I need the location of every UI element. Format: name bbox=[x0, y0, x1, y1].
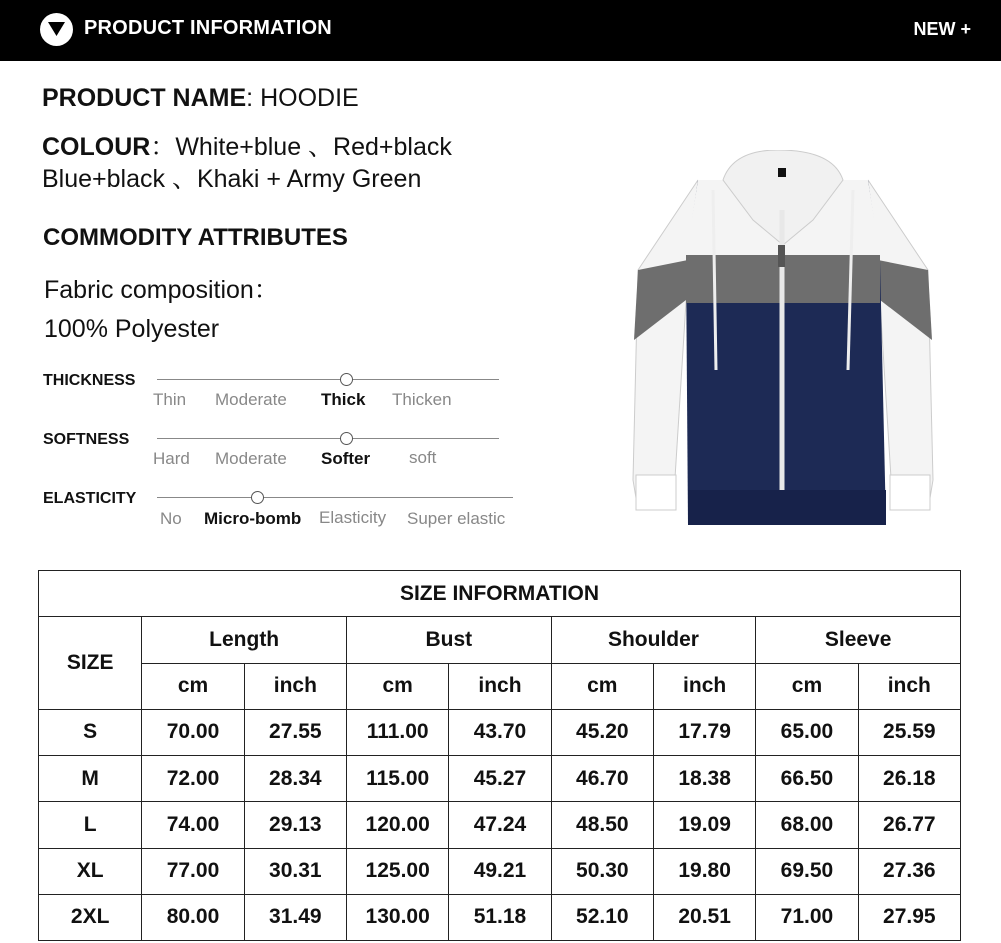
group-header: Shoulder bbox=[551, 617, 756, 663]
value-cell: 17.79 bbox=[653, 709, 755, 755]
value-cell: 25.59 bbox=[858, 709, 960, 755]
scale-knob bbox=[251, 491, 264, 504]
scale-option: Moderate bbox=[215, 390, 287, 409]
scale-track bbox=[157, 438, 499, 439]
product-colour bbox=[42, 131, 452, 195]
value-cell: 50.30 bbox=[551, 848, 653, 894]
table-row bbox=[39, 848, 961, 894]
unit-header: inch bbox=[244, 663, 346, 709]
value-cell: 71.00 bbox=[756, 894, 858, 940]
scale-option: soft bbox=[409, 448, 437, 467]
unit-header: cm bbox=[756, 663, 858, 709]
value-cell: 28.34 bbox=[244, 756, 346, 802]
value-cell: 45.27 bbox=[449, 756, 551, 802]
scale-name: SOFTNESS bbox=[43, 431, 130, 448]
value-cell: 43.70 bbox=[449, 709, 551, 755]
hoodie-image bbox=[628, 150, 938, 530]
new-label: NEW + bbox=[913, 19, 971, 39]
chevron-down-icon bbox=[40, 13, 73, 46]
value-cell: 52.10 bbox=[551, 894, 653, 940]
value-cell: 45.20 bbox=[551, 709, 653, 755]
table-row bbox=[39, 756, 961, 802]
value-cell: 69.50 bbox=[756, 848, 858, 894]
fabric-composition bbox=[44, 271, 279, 349]
value-cell: 65.00 bbox=[756, 709, 858, 755]
scale-track bbox=[157, 497, 513, 498]
size-cell: M bbox=[39, 756, 142, 802]
attributes-title: COMMODITY ATTRIBUTES bbox=[43, 224, 348, 251]
value-cell: 20.51 bbox=[653, 894, 755, 940]
scale-name: ELASTICITY bbox=[43, 490, 137, 507]
colour-line-2: Blue+black 、Khaki + Army Green bbox=[42, 165, 422, 193]
unit-header: inch bbox=[653, 663, 755, 709]
scale-option: Thin bbox=[153, 390, 187, 409]
group-header: Length bbox=[142, 617, 347, 663]
value-cell: 68.00 bbox=[756, 802, 858, 848]
value-cell: 80.00 bbox=[142, 894, 244, 940]
value-cell: 27.36 bbox=[858, 848, 960, 894]
value-cell: 70.00 bbox=[142, 709, 244, 755]
colour-line-1: ：White+blue 、Red+black bbox=[150, 133, 452, 161]
value-cell: 130.00 bbox=[346, 894, 448, 940]
scale-option-selected: Micro-bomb bbox=[204, 509, 302, 528]
value-cell: 19.09 bbox=[653, 802, 755, 848]
scale-track bbox=[157, 379, 499, 380]
size-cell: 2XL bbox=[39, 894, 142, 940]
value-cell: 27.55 bbox=[244, 709, 346, 755]
scale-option: Hard bbox=[153, 449, 190, 468]
value-cell: 26.77 bbox=[858, 802, 960, 848]
scale-knob bbox=[340, 432, 353, 445]
scale-knob bbox=[340, 373, 353, 386]
value-cell: 51.18 bbox=[449, 894, 551, 940]
value-cell: 66.50 bbox=[756, 756, 858, 802]
header-bar bbox=[0, 0, 1001, 61]
fabric-label: Fabric composition： bbox=[44, 276, 279, 304]
unit-header: cm bbox=[142, 663, 244, 709]
value-cell: 31.49 bbox=[244, 894, 346, 940]
value-cell: 74.00 bbox=[142, 802, 244, 848]
value-cell: 26.18 bbox=[858, 756, 960, 802]
value-cell: 19.80 bbox=[653, 848, 755, 894]
value-cell: 120.00 bbox=[346, 802, 448, 848]
size-cell: L bbox=[39, 802, 142, 848]
colour-label: COLOUR bbox=[42, 133, 151, 161]
value-cell: 115.00 bbox=[346, 756, 448, 802]
product-name bbox=[42, 84, 359, 113]
table-row bbox=[39, 709, 961, 755]
group-header: Bust bbox=[346, 617, 551, 663]
scale-option: No bbox=[160, 509, 182, 528]
size-table bbox=[38, 570, 961, 941]
unit-header: inch bbox=[858, 663, 960, 709]
value-cell: 125.00 bbox=[346, 848, 448, 894]
unit-header: cm bbox=[551, 663, 653, 709]
size-cell: S bbox=[39, 709, 142, 755]
value-cell: 72.00 bbox=[142, 756, 244, 802]
product-name-value: : HOODIE bbox=[246, 84, 359, 112]
value-cell: 49.21 bbox=[449, 848, 551, 894]
table-row bbox=[39, 802, 961, 848]
size-cell: XL bbox=[39, 848, 142, 894]
scale-option: Super elastic bbox=[407, 509, 506, 528]
product-name-label: PRODUCT NAME bbox=[42, 84, 247, 112]
size-header: SIZE bbox=[39, 617, 142, 710]
scale-option: Thicken bbox=[392, 390, 452, 409]
value-cell: 48.50 bbox=[551, 802, 653, 848]
value-cell: 29.13 bbox=[244, 802, 346, 848]
value-cell: 27.95 bbox=[858, 894, 960, 940]
value-cell: 18.38 bbox=[653, 756, 755, 802]
group-header: Sleeve bbox=[756, 617, 961, 663]
scale-option: Moderate bbox=[215, 449, 287, 468]
fabric-value: 100% Polyester bbox=[44, 315, 220, 343]
value-cell: 77.00 bbox=[142, 848, 244, 894]
scale-option-selected: Thick bbox=[321, 390, 366, 409]
value-cell: 30.31 bbox=[244, 848, 346, 894]
size-table-title: SIZE INFORMATION bbox=[39, 571, 961, 617]
value-cell: 111.00 bbox=[346, 709, 448, 755]
table-row bbox=[39, 894, 961, 940]
scale-option-selected: Softer bbox=[321, 449, 371, 468]
unit-header: cm bbox=[346, 663, 448, 709]
value-cell: 47.24 bbox=[449, 802, 551, 848]
value-cell: 46.70 bbox=[551, 756, 653, 802]
unit-header: inch bbox=[449, 663, 551, 709]
header-title: PRODUCT INFORMATION bbox=[84, 17, 332, 39]
scale-option: Elasticity bbox=[319, 508, 387, 527]
scale-name: THICKNESS bbox=[43, 372, 136, 389]
